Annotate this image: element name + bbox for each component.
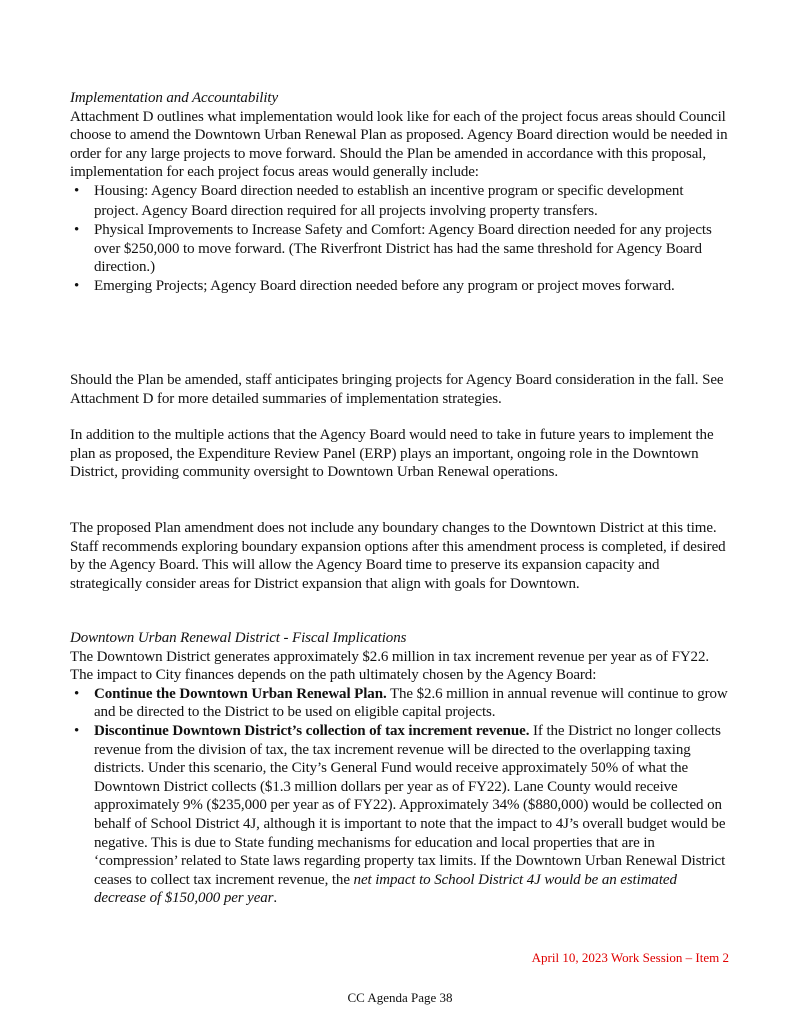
bullet-icon: • bbox=[74, 722, 80, 739]
bullet-icon: • bbox=[74, 685, 80, 702]
bold-lead: Continue the Downtown Urban Renewal Plan. bbox=[94, 685, 387, 702]
list-item bbox=[70, 221, 730, 277]
italic-emphasis: net impact to School District 4J would be an estimated decrease of $150,000 per year bbox=[94, 871, 677, 907]
bold-lead: Discontinue Downtown District’s collection of tax increment revenue. bbox=[94, 722, 530, 739]
list-item-text: Physical Improvements to Increase Safety and Comfort: Agency Board direction needed for any projects over $250,000 to move forward. (The Riverfront District has had the same threshold for Agency Board direction.) bbox=[94, 222, 712, 276]
list-item bbox=[70, 722, 730, 908]
paragraph: Should the Plan be amended, staff anticipates bringing projects for Agency Board consideration in the fall. See Attachment D for more detailed summaries of implementation strategies. bbox=[70, 372, 724, 407]
list-item bbox=[70, 685, 730, 722]
paragraph: The Downtown District generates approximately $2.6 million in tax increment revenue per year as of FY22. The impact to City finances depends on the path ultimately chosen by the Agency Board: bbox=[70, 648, 709, 684]
list-item bbox=[70, 182, 730, 221]
implementation-section bbox=[70, 89, 730, 296]
list-item-end: . bbox=[273, 890, 278, 907]
paragraph: In addition to the multiple actions that the Agency Board would need to take in future years to implement the plan as proposed, the Expenditure Review Panel (ERP) plays an important, ongoing role in the Downtown District, providing community oversight to Downtown Urban Renewal operations. bbox=[70, 427, 714, 481]
bullet-icon: • bbox=[74, 277, 80, 294]
list-item-text: Emerging Projects; Agency Board direction needed before any program or project moves forward. bbox=[94, 277, 675, 294]
bullet-icon: • bbox=[74, 182, 80, 199]
paragraph: Attachment D outlines what implementation would look like for each of the project focus areas should Council choose to amend the Downtown Urban Renewal Plan as proposed. Agency Board direction would be needed in order for any large projects to move forward. Should the Plan be amended in accordance with this proposal, implementation for each project focus areas would generally include: bbox=[70, 108, 728, 181]
work-session-label: April 10, 2023 Work Session – Item 2 bbox=[531, 950, 729, 965]
fiscal-section bbox=[70, 629, 730, 908]
bullet-icon: • bbox=[74, 222, 80, 239]
paragraph: The proposed Plan amendment does not include any boundary changes to the Downtown District at this time. Staff recommends exploring boundary expansion options after this amendment process is completed, if desired by the Agency Board. This will allow the Agency Board time to preserve its expansion capacity and strategically consider areas for District expansion that align with goals for Downtown. bbox=[70, 520, 726, 592]
section-heading: Implementation and Accountability bbox=[70, 90, 279, 106]
list-item-text: If the District no longer collects revenue from the division of tax, the tax increment revenue will be directed to the overlapping taxing districts. Under this scenario, the City’s General Fund would receive approximately 50% of what the Downtown District collects ($1.3 million dollars per year as of FY22). Lane County would receive approximately 9% ($235,000 per year as of FY22). Approximately 34% ($880,000) would be collected on behalf of School District 4J, although it is important to note that the impact to 4J’s overall budget would be negative. This is due to State funding mechanisms for education and local properties that are in ‘compression’ related to State laws regarding property tax limits. If the Downtown Urban Renewal District ceases to collect tax increment revenue, the bbox=[94, 722, 726, 888]
list-item-text: Housing: Agency Board direction needed to establish an incentive program or specific development project. Agency Board direction required for all projects involving property transfers. bbox=[94, 182, 684, 219]
list-item-text: The $2.6 million in annual revenue will continue to grow and be directed to the District to be used on eligible capital projects. bbox=[94, 685, 728, 721]
section-heading: Downtown Urban Renewal District - Fiscal Implications bbox=[70, 630, 407, 646]
bullet-list bbox=[70, 685, 730, 908]
page-number: CC Agenda Page 38 bbox=[347, 990, 453, 1005]
list-item bbox=[70, 277, 730, 296]
bullet-list bbox=[70, 182, 730, 296]
